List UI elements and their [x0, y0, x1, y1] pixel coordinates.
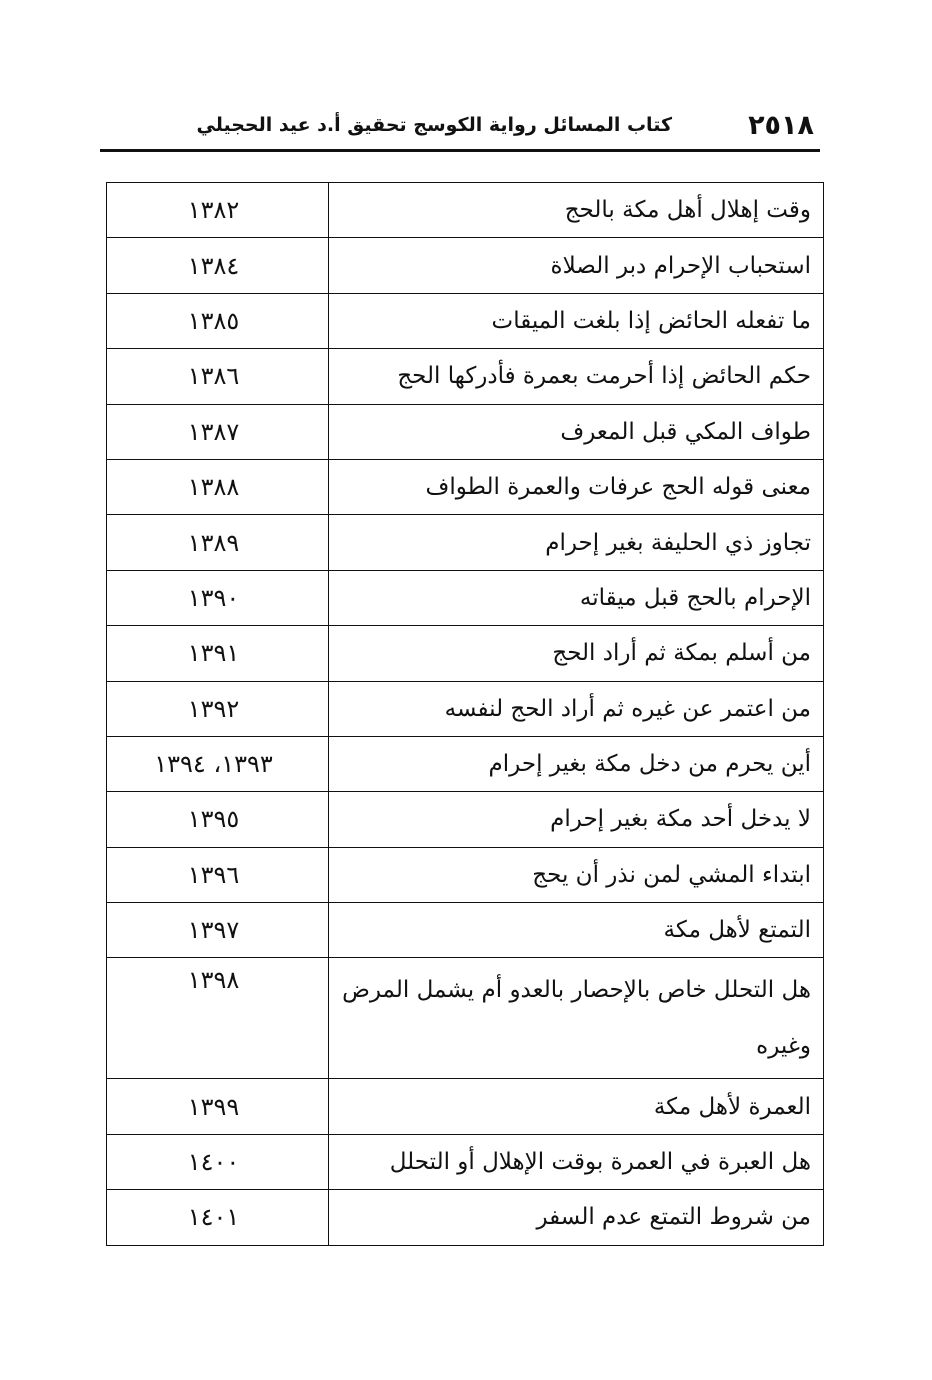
table-row: [107, 570, 824, 625]
page-ref-cell: ١٣٩٢: [107, 681, 329, 736]
topic-cell: أين يحرم من دخل مكة بغير إحرام: [329, 736, 824, 791]
page-ref-cell: ١٣٩٦: [107, 847, 329, 902]
page-ref-cell: ١٣٩٥: [107, 792, 329, 847]
table-row: [107, 404, 824, 459]
page-number: ٢٥١٨: [748, 110, 814, 141]
page-ref-cell: ١٣٩٣، ١٣٩٤: [107, 736, 329, 791]
page-ref-cell: ١٣٨٦: [107, 349, 329, 404]
topic-cell: لا يدخل أحد مكة بغير إحرام: [329, 792, 824, 847]
page-ref-cell: ١٣٩١: [107, 626, 329, 681]
topic-cell: ما تفعله الحائض إذا بلغت الميقات: [329, 293, 824, 348]
table-row: [107, 1190, 824, 1245]
page-ref-cell: ١٣٨٥: [107, 293, 329, 348]
page-ref-cell: ١٣٨٩: [107, 515, 329, 570]
topic-cell: هل العبرة في العمرة بوقت الإهلال أو التحلل: [329, 1134, 824, 1189]
page-ref-cell: ١٣٨٨: [107, 459, 329, 514]
table-row: [107, 958, 824, 1079]
table-row: [107, 183, 824, 238]
page-ref-cell: ١٣٩٨: [107, 958, 329, 1079]
topic-cell: وقت إهلال أهل مكة بالحج: [329, 183, 824, 238]
table-row: [107, 903, 824, 958]
page-ref-cell: ١٣٩٩: [107, 1079, 329, 1134]
topic-cell: معنى قوله الحج عرفات والعمرة الطواف: [329, 459, 824, 514]
header-rule: [100, 149, 820, 152]
table-row: [107, 1079, 824, 1134]
topic-cell: استحباب الإحرام دبر الصلاة: [329, 238, 824, 293]
topic-cell: تجاوز ذي الحليفة بغير إحرام: [329, 515, 824, 570]
table-row: [107, 792, 824, 847]
topic-cell: حكم الحائض إذا أحرمت بعمرة فأدركها الحج: [329, 349, 824, 404]
topic-cell: التمتع لأهل مكة: [329, 903, 824, 958]
page-ref-cell: ١٣٨٧: [107, 404, 329, 459]
topic-cell: العمرة لأهل مكة: [329, 1079, 824, 1134]
page-ref-cell: ١٤٠١: [107, 1190, 329, 1245]
topic-cell: من شروط التمتع عدم السفر: [329, 1190, 824, 1245]
table-row: [107, 515, 824, 570]
table-row: [107, 681, 824, 736]
topic-cell: من اعتمر عن غيره ثم أراد الحج لنفسه: [329, 681, 824, 736]
page-header: [100, 100, 820, 150]
table-row: [107, 238, 824, 293]
page-ref-cell: ١٣٩٧: [107, 903, 329, 958]
table-row: [107, 1134, 824, 1189]
topic-cell: الإحرام بالحج قبل ميقاته: [329, 570, 824, 625]
table-row: [107, 626, 824, 681]
index-table: [106, 182, 824, 1246]
page-ref-cell: ١٤٠٠: [107, 1134, 329, 1189]
topic-cell: من أسلم بمكة ثم أراد الحج: [329, 626, 824, 681]
topic-cell: طواف المكي قبل المعرف: [329, 404, 824, 459]
page-ref-cell: ١٣٨٢: [107, 183, 329, 238]
page-ref-cell: ١٣٩٠: [107, 570, 329, 625]
table-row: [107, 349, 824, 404]
table-row: [107, 459, 824, 514]
table-row: [107, 293, 824, 348]
page-ref-cell: ١٣٨٤: [107, 238, 329, 293]
table-row: [107, 736, 824, 791]
running-title: كتاب المسائل رواية الكوسج تحقيق أ.د عيد الحجيلي: [196, 114, 672, 136]
topic-cell: هل التحلل خاص بالإحصار بالعدو أم يشمل المرض وغيره: [329, 958, 824, 1079]
table-row: [107, 847, 824, 902]
topic-cell: ابتداء المشي لمن نذر أن يحج: [329, 847, 824, 902]
